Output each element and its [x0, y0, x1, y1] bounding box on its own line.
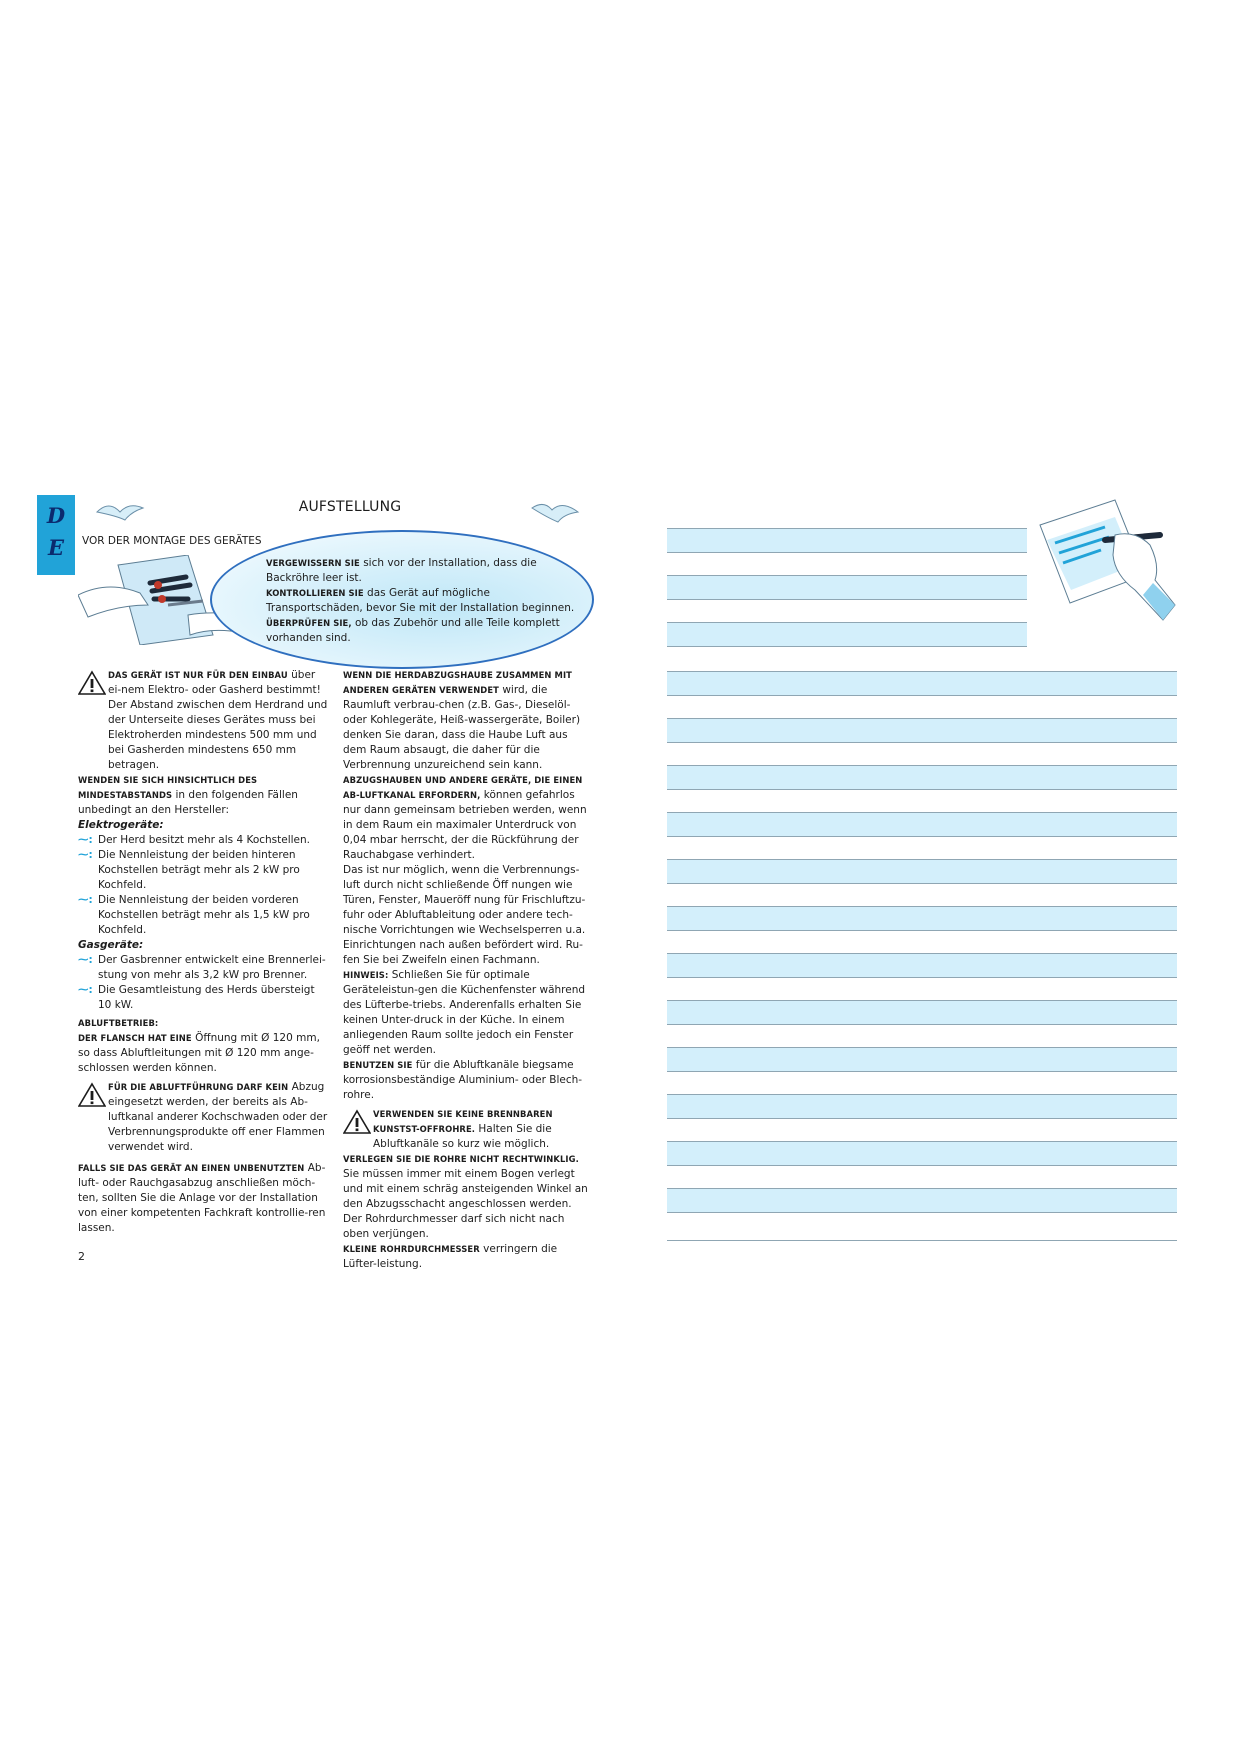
writing-hand-illustration: [1035, 495, 1180, 630]
note-line: [667, 1047, 1177, 1072]
page-number: 2: [78, 1250, 85, 1263]
note-line: [667, 906, 1177, 931]
list-item: ⁓: Der Herd besitzt mehr als 4 Kochstellen.: [78, 834, 311, 846]
note-line: [667, 1188, 1177, 1213]
note-line: [667, 765, 1177, 790]
lang-letter-e: E: [47, 535, 64, 560]
left-column: DAS GERÄT IST NUR FÜR DEN EINBAU über ei-nem Elektro- oder Gasherd bestimmt! Der Abstand zwischen dem Herdrand und der Unterseite dieses Gerätes muss bei Elektroherden mindestens 500 mm und bei Gasherden mindestens 650 mm betragen. WENDEN SIE SICH HINSICHTLICH DES MINDESTABSTANDS in den folgenden Fällen unbedingt an den Hersteller: Elektrogeräte: ⁓: Der Herd besitzt mehr als 4 Kochstellen. ⁓: Die Nennleistung der beiden hinteren Kochstellen beträgt mehr als 2 kW pro Kochfeld. ⁓: Die Nennleistung der beiden vorderen Kochstellen beträgt mehr als 1,5 kW pro Kochfeld. Gasgeräte: ⁓: Der Gasbrenner entwickelt eine Brennerlei-stung von mehr als 3,2 kW pro Brenner. ⁓: Die Gesamtleistung des Herds übersteigt 10 kW. ABLUFTBETRIEB: DER FLANSCH HAT EINE Öffnung mit Ø 120 mm, so dass Abluftleitungen mit Ø 120 mm ange-schlossen werden können. FÜR DIE ABLUFTFÜHRUNG DARF KEIN Abzug eingesetzt werden, der bereits als Ab-luftkanal anderer Kochschwaden oder der Verbrennungsprodukte off ener Flammen verwendet wird. FALLS SIE DAS GERÄT AN EINEN UNBENUTZTEN Ab-luft- oder Rauchgasabzug anschließen möch-ten, sollten Sie die Anlage vor der Installation von einer kompetenten Fachkraft kontrollie-ren lassen.: [78, 669, 328, 1234]
elektro-heading: Elektrogeräte:: [78, 819, 164, 831]
note-line: [667, 859, 1177, 884]
warning-icon: [78, 1082, 106, 1108]
note-line: [667, 575, 1027, 600]
note-line: [667, 1141, 1177, 1166]
note-line: [667, 1094, 1177, 1119]
bird-left-icon: [95, 498, 145, 524]
note-line: [667, 718, 1177, 743]
warning-block: FÜR DIE ABLUFTFÜHRUNG DARF KEIN Abzug eingesetzt werden, der bereits als Ab-luftkanal anderer Kochschwaden oder der Verbrennungsprodukte off ener Flammen verwendet wird.: [78, 1080, 328, 1155]
list-item: ⁓: Der Gasbrenner entwickelt eine Brennerlei-stung von mehr als 3,2 kW pro Brenner.: [78, 954, 326, 981]
warning-icon: [343, 1109, 371, 1135]
middle-column: WENN DIE HERDABZUGSHAUBE ZUSAMMEN MIT ANDEREN GERÄTEN VERWENDET wird, die Raumluft verbrau-chen (z.B. Gas-, Dieselöl- oder Kohlegeräte, Heiß-wassergeräte, Boiler) denken Sie daran, dass die Haube Luft aus dem Raum absaugt, die daher für die Verbrennung unzureichend sein kann. ABZUGSHAUBEN UND ANDERE GERÄTE, DIE EINEN AB-LUFTKANAL ERFORDERN, können gefahrlos nur dann gemeinsam betrieben werden, wenn in dem Raum ein maximaler Unterdruck von 0,04 mbar herrscht, der die Rückführung der Rauchabgase verhindert. Das ist nur möglich, wenn die Verbrennungs-luft durch nicht schließende Öff nungen wie Türen, Fenster, Maueröff nung für Frischluftzu-fuhr oder Abluftableitung oder andere tech-nische Vorrichtungen wie Wechselsperren u.a. Einrichtungen nach außen befördert wird. Ru-fen Sie bei Zweifeln einen Fachmann. HINWEIS: Schließen Sie für optimale Geräteleistun-gen die Küchenfenster während des Lüfterbe-triebs. Anderenfalls erhalten Sie keinen Unter-druck in der Küche. In einem anliegenden Raum sollte jedoch ein Fenster geöff net werden. BENUTZEN SIE für die Abluftkanäle biegsame korrosionsbeständige Aluminium- oder Blech-rohre. VERWENDEN SIE KEINE BRENNBAREN KUNSTST-OFFROHRE. Halten Sie die Abluftkanäle so kurz wie möglich. VERLEGEN SIE DIE ROHRE NICHT RECHTWINKLIG. Sie müssen immer mit einem Bogen verlegt und mit einem schräg ansteigenden Winkel an den Abzugsschacht angeschlossen werden. Der Rohrdurchmesser darf sich nicht nach oben verjüngen. KLEINE ROHRDURCHMESSER verringern die Lüfter-leistung.: [343, 668, 593, 1272]
bird-right-icon: [530, 498, 580, 524]
note-line: [667, 622, 1027, 647]
warning-icon: [78, 670, 106, 696]
note-line: [667, 1240, 1177, 1241]
lang-letter-d: D: [46, 503, 66, 528]
note-line: [667, 1000, 1177, 1025]
gas-heading: Gasgeräte:: [78, 939, 144, 951]
section-subtitle: VOR DER MONTAGE DES GERÄTES: [82, 535, 262, 547]
page-title: AUFSTELLUNG: [298, 499, 402, 515]
note-line: [667, 953, 1177, 978]
list-item: ⁓: Die Nennleistung der beiden vorderen Kochstellen beträgt mehr als 1,5 kW pro Kochfeld.: [78, 894, 310, 936]
note-line: [667, 812, 1177, 837]
ellipse-item: ÜBERPRÜFEN SIE, ob das Zubehör und alle Teile komplett vorhanden sind.: [266, 617, 560, 644]
ellipse-item: VERGEWISSERN SIE sich vor der Installation, dass die Backröhre leer ist.: [266, 557, 537, 584]
abluft-heading: ABLUFTBETRIEB:: [78, 1018, 159, 1028]
info-ellipse-text: [266, 556, 586, 646]
list-item: ⁓: Die Nennleistung der beiden hinteren Kochstellen beträgt mehr als 2 kW pro Kochfeld.: [78, 849, 300, 891]
list-item: ⁓: Die Gesamtleistung des Herds übersteigt 10 kW.: [78, 984, 315, 1011]
note-line: [667, 671, 1177, 696]
ellipse-item: KONTROLLIEREN SIE das Gerät auf mögliche Transportschäden, bevor Sie mit der Installation beginnen.: [266, 587, 575, 614]
language-tab: [37, 495, 75, 575]
warning-block: DAS GERÄT IST NUR FÜR DEN EINBAU über ei-nem Elektro- oder Gasherd bestimmt! Der Abstand zwischen dem Herdrand und der Unterseite dieses Gerätes muss bei Elektroherden mindestens 500 mm und bei Gasherden mindestens 650 mm betragen.: [78, 668, 328, 773]
warning-block: VERWENDEN SIE KEINE BRENNBAREN KUNSTST-OFFROHRE. Halten Sie die Abluftkanäle so kurz wie möglich.: [343, 1107, 593, 1152]
note-line: [667, 528, 1027, 553]
